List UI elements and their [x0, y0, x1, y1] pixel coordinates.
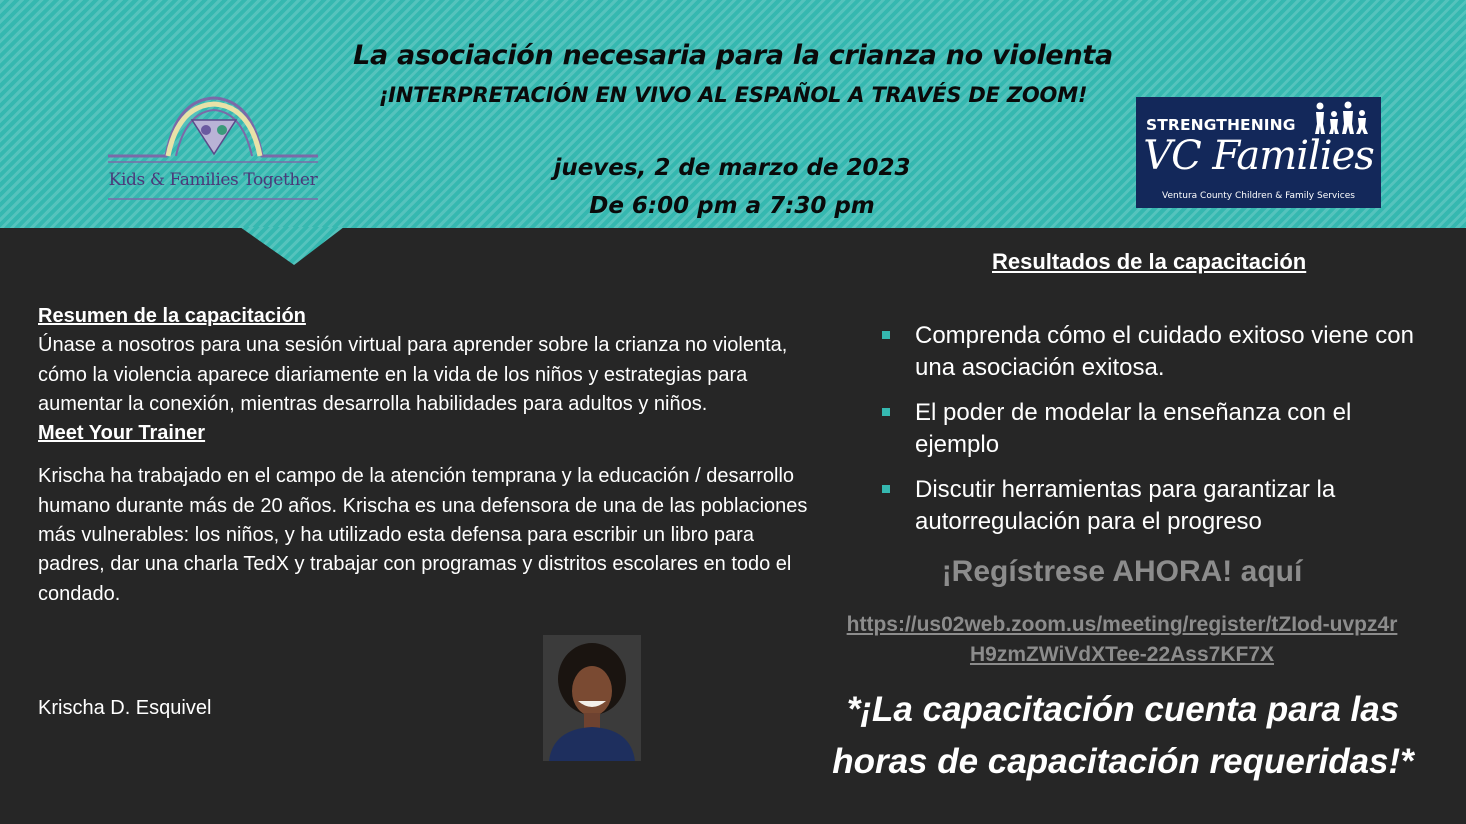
event-title: La asociación necesaria para la crianza no violenta	[353, 40, 1113, 71]
summary-body: Únase a nosotros para una sesión virtual para aprender sobre la crianza no violenta, cómo la violencia aparece diariamente en la vida de los niños y estrategias para aumentar la conexión, mientras desarrolla habilidades para adultos y niños.	[38, 334, 788, 415]
strengthening-vc-families-logo	[1136, 97, 1381, 208]
zoom-registration-link[interactable]: https://us02web.zoom.us/meeting/register/tZIod-uvpz4rH9zmZWiVdXTee-22Ass7KF7X	[846, 613, 1398, 666]
trainer-photo	[543, 635, 641, 761]
trainer-bio: Krischa ha trabajado en el campo de la atención temprana y la educación / desarrollo humano durante más de 20 años. Krischa es una defensora de una de las poblaciones más vulnerables: los niños, y ha utilizado esta defensa para escribir un libro para padres, dar una charla TedX y trabajar con programas y distritos escolares en todo el condado.	[38, 465, 808, 605]
banner-notch	[240, 227, 344, 265]
kft-logo-text: Kids & Families Together	[108, 170, 318, 190]
outcomes-heading: Resultados de la capacitación	[992, 249, 1307, 274]
event-subtitle: ¡INTERPRETACIÓN EN VIVO AL ESPAÑOL A TRAVÉS DE ZOOM!	[378, 83, 1088, 107]
trainer-portrait-image	[543, 635, 641, 761]
bullet-square-icon	[882, 485, 890, 493]
vc-tagline: Ventura County Children & Family Services	[1162, 191, 1355, 201]
trainer-name: Krischa D. Esquivel	[38, 697, 212, 719]
summary-heading: Resumen de la capacitación	[38, 305, 306, 327]
outcome-text: Comprenda cómo el cuidado exitoso viene con una asociación exitosa.	[915, 322, 1414, 381]
bullet-square-icon	[882, 408, 890, 416]
bullet-square-icon	[882, 331, 890, 339]
register-cta: ¡Regístrese AHORA! aquí	[941, 555, 1303, 588]
training-credit-note: *¡La capacitación cuenta para las horas de capacitación requeridas!*	[832, 690, 1414, 781]
outcome-item	[878, 397, 1438, 460]
kft-arc-emblem	[106, 92, 320, 172]
event-date: jueves, 2 de marzo de 2023	[553, 155, 911, 181]
outcome-item	[878, 474, 1438, 537]
kids-families-together-logo	[106, 92, 320, 204]
vc-families-text: VC Families	[1143, 133, 1374, 179]
vc-strengthening-text: STRENGTHENING	[1146, 116, 1296, 134]
outcome-item	[878, 320, 1438, 383]
outcome-text: El poder de modelar la enseñanza con el ejemplo	[915, 399, 1352, 458]
kft-underline	[106, 196, 320, 202]
event-time: De 6:00 pm a 7:30 pm	[589, 193, 875, 219]
outcomes-list	[878, 320, 1438, 551]
outcome-text: Discutir herramientas para garantizar la autorregulación para el progreso	[915, 476, 1336, 535]
trainer-heading: Meet Your Trainer	[38, 422, 206, 445]
family-figures-icon	[1312, 100, 1374, 136]
